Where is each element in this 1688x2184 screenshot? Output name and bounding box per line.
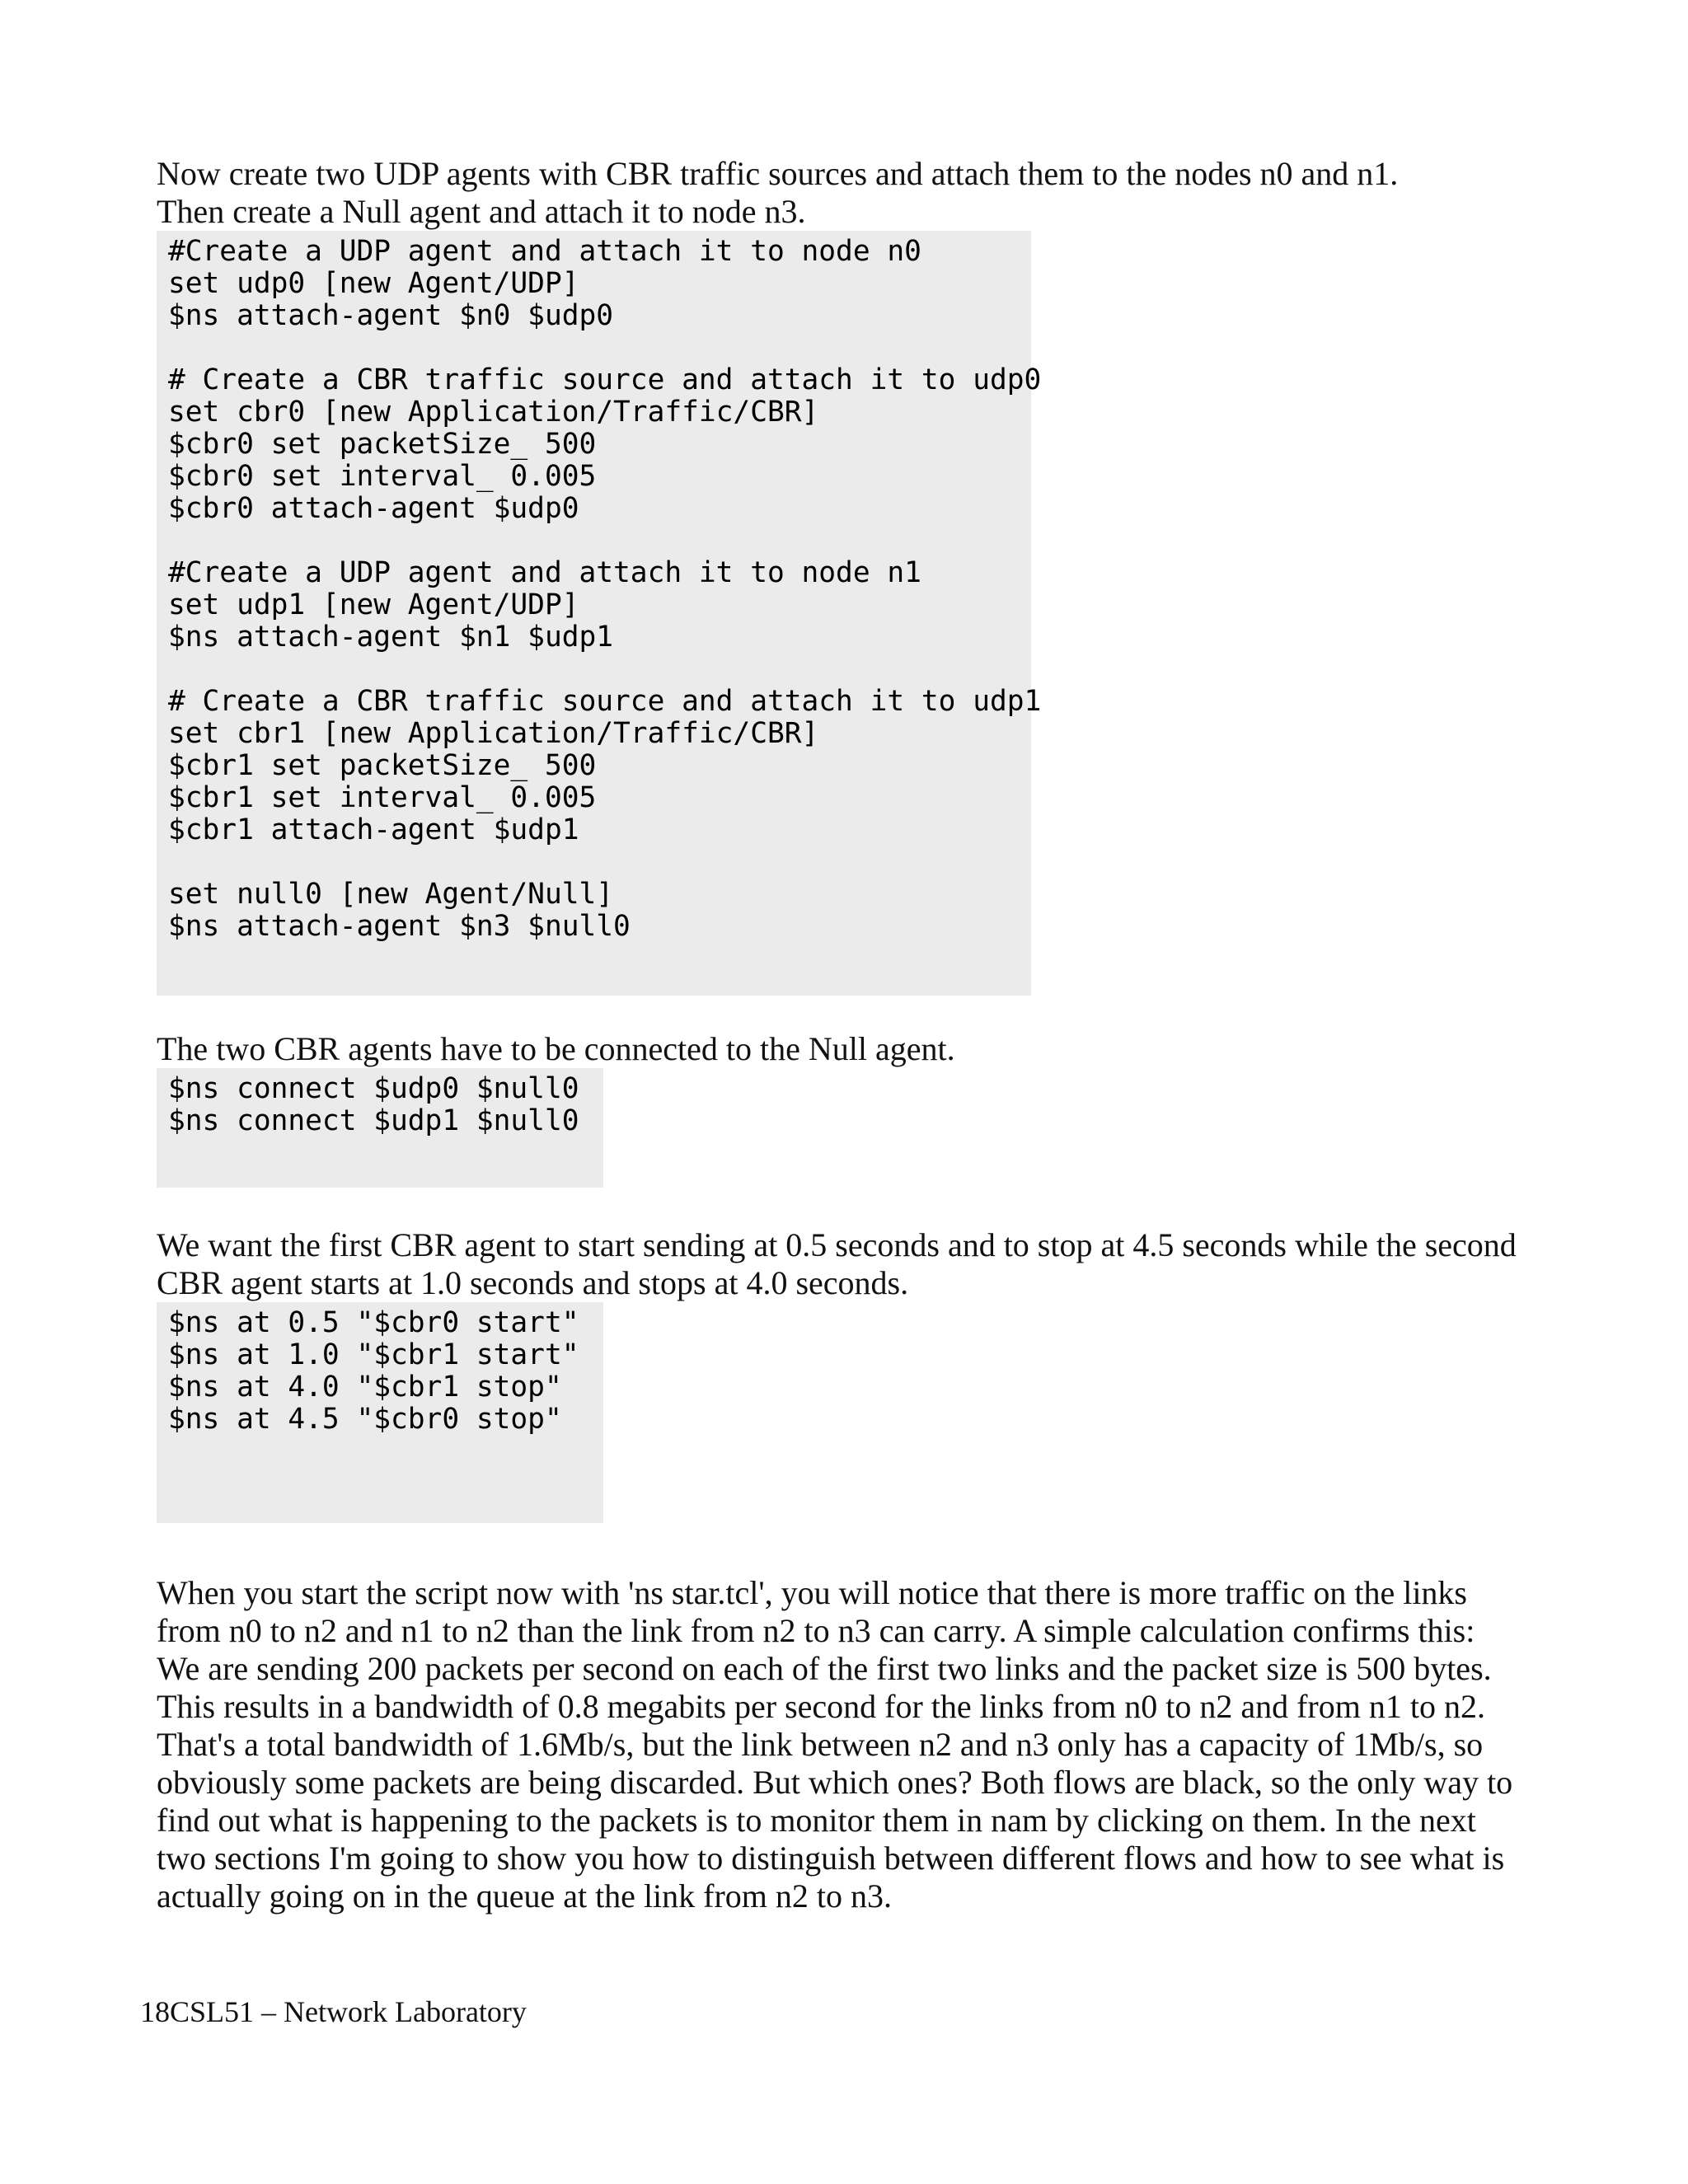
code-line: #Create a UDP agent and attach it to node n0 bbox=[168, 235, 921, 268]
code-line: $ns at 4.0 "$cbr1 stop" bbox=[168, 1371, 562, 1404]
timing-line: CBR agent starts at 1.0 seconds and stops at 4.0 seconds. bbox=[157, 1264, 909, 1301]
code-line: $ns attach-agent $n0 $udp0 bbox=[168, 299, 614, 332]
intro-paragraph bbox=[157, 155, 1398, 231]
code-line: $ns connect $udp1 $null0 bbox=[168, 1104, 579, 1137]
connect-paragraph bbox=[157, 1030, 955, 1068]
intro-line: Now create two UDP agents with CBR traffic sources and attach them to the nodes n0 and n1. bbox=[157, 155, 1399, 192]
explanation-line: two sections I'm going to show you how to distinguish between different flows and how to see what is bbox=[157, 1840, 1505, 1877]
explanation-line: find out what is happening to the packets is to monitor them in nam by clicking on them. In the next bbox=[157, 1802, 1476, 1839]
code-block-connect bbox=[157, 1068, 603, 1188]
intro-line: Then create a Null agent and attach it to node n3. bbox=[157, 193, 806, 230]
code-line: $ns at 0.5 "$cbr0 start" bbox=[168, 1306, 579, 1339]
code-line: $cbr1 attach-agent $udp1 bbox=[168, 813, 579, 846]
code-line: $cbr0 set interval_ 0.005 bbox=[168, 460, 597, 493]
code-block-agents bbox=[157, 231, 1042, 996]
code-line: $ns attach-agent $n1 $udp1 bbox=[168, 621, 614, 654]
code-line bbox=[168, 525, 1031, 557]
explanation-line: from n0 to n2 and n1 to n2 than the link from n2 to n3 can carry. A simple calculation confirms this: bbox=[157, 1612, 1475, 1649]
code-line: $cbr0 attach-agent $udp0 bbox=[168, 492, 579, 525]
connect-line: The two CBR agents have to be connected to the Null agent. bbox=[157, 1030, 955, 1067]
code-line: $ns at 1.0 "$cbr1 start" bbox=[168, 1338, 579, 1371]
code-line: set udp0 [new Agent/UDP] bbox=[168, 267, 579, 300]
code-line bbox=[168, 654, 1031, 686]
code-block-timing bbox=[157, 1302, 603, 1523]
code-line: set cbr0 [new Application/Traffic/CBR] bbox=[168, 396, 819, 429]
explanation-line: We are sending 200 packets per second on each of the first two links and the packet size is 500 bytes. bbox=[157, 1650, 1492, 1687]
code-line: #Create a UDP agent and attach it to node n1 bbox=[168, 556, 921, 589]
code-line: $cbr1 set interval_ 0.005 bbox=[168, 781, 597, 814]
code-line: # Create a CBR traffic source and attach it to udp0 bbox=[168, 363, 1042, 396]
code-line: $cbr0 set packetSize_ 500 bbox=[168, 428, 597, 461]
code-line: $ns attach-agent $n3 $null0 bbox=[168, 910, 631, 943]
code-line: set null0 [new Agent/Null] bbox=[168, 878, 614, 911]
code-line: $cbr1 set packetSize_ 500 bbox=[168, 749, 597, 782]
explanation-line: That's a total bandwidth of 1.6Mb/s, but the link between n2 and n3 only has a capacity of 1Mb/s, so bbox=[157, 1726, 1484, 1763]
explanation-paragraph bbox=[157, 1574, 1512, 1915]
explanation-line: When you start the script now with 'ns star.tcl', you will notice that there is more traffic on the links bbox=[157, 1574, 1467, 1611]
timing-line: We want the first CBR agent to start sending at 0.5 seconds and to stop at 4.5 seconds while the second bbox=[157, 1226, 1517, 1263]
explanation-line: obviously some packets are being discarded. But which ones? Both flows are black, so the only way to bbox=[157, 1764, 1513, 1801]
timing-paragraph bbox=[157, 1226, 1517, 1302]
code-line: set udp1 [new Agent/UDP] bbox=[168, 588, 579, 621]
code-line: # Create a CBR traffic source and attach it to udp1 bbox=[168, 685, 1042, 718]
page-footer: 18CSL51 – Network Laboratory bbox=[140, 1995, 527, 2028]
code-line: set cbr1 [new Application/Traffic/CBR] bbox=[168, 717, 819, 750]
code-line bbox=[168, 332, 1031, 364]
code-line bbox=[168, 846, 1031, 879]
explanation-line: actually going on in the queue at the link from n2 to n3. bbox=[157, 1877, 893, 1915]
code-line: $ns connect $udp0 $null0 bbox=[168, 1072, 579, 1105]
code-line: $ns at 4.5 "$cbr0 stop" bbox=[168, 1403, 562, 1436]
explanation-line: This results in a bandwidth of 0.8 megabits per second for the links from n0 to n2 and from n1 to n2. bbox=[157, 1688, 1485, 1725]
